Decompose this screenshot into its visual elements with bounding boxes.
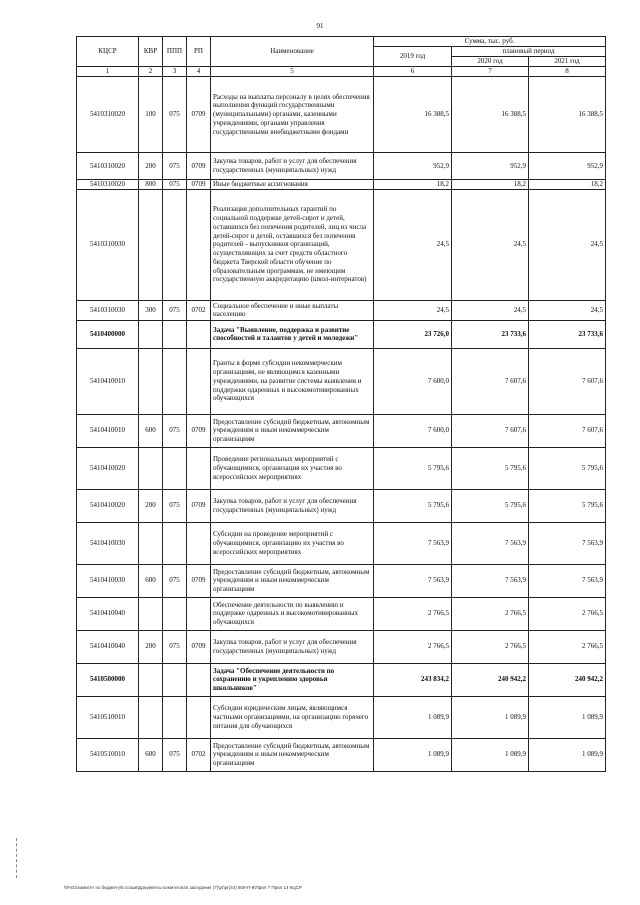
task-row [77,320,606,348]
ppp-cell: 075 [163,153,187,180]
kcsr-cell: 5410410010 [77,348,139,414]
kcsr-cell: 5410310030 [77,189,139,300]
kvr-cell [139,189,163,300]
amount-2020-cell: 24,5 [452,300,529,320]
column-number: 7 [452,67,529,77]
amount-2020-cell: 7 607,6 [452,348,529,414]
header-sum: Сумма, тыс. руб. [374,37,606,47]
kvr-cell: 200 [139,630,163,663]
rp-cell [187,348,211,414]
amount-2020-cell: 2 766,5 [452,597,529,630]
amount-2019-cell: 1 089,9 [374,738,452,771]
ppp-cell: 075 [163,300,187,320]
amount-2020-cell: 7 607,6 [452,414,529,447]
amount-2019-cell: 7 600,0 [374,414,452,447]
amount-2019-cell: 7 563,9 [374,522,452,564]
amount-2020-cell: 7 563,9 [452,522,529,564]
kcsr-cell: 5410410040 [77,630,139,663]
name-cell: Социальное обеспечение и иные выплаты населению [211,300,374,320]
name-cell: Предоставление субсидий бюджетным, автономным учреждениям и иным некоммерческим организациям [211,738,374,771]
name-cell: Закупка товаров, работ и услуг для обеспечения государственных (муниципальных) нужд [211,489,374,522]
header-ppp: ППП [163,37,187,67]
ppp-cell [163,447,187,489]
kvr-cell: 800 [139,180,163,190]
kcsr-cell: 5410400000 [77,320,139,348]
header-2021: 2021 год [529,57,606,67]
amount-2019-cell: 2 766,5 [374,597,452,630]
amount-2020-cell: 16 388,5 [452,77,529,153]
ppp-cell [163,348,187,414]
name-cell: Предоставление субсидий бюджетным, автономным учреждениям и иным некоммерческим организациям [211,564,374,597]
kvr-cell: 600 [139,414,163,447]
page-number: 91 [316,22,324,30]
column-number: 5 [211,67,374,77]
header-2019: 2019 год [374,47,452,67]
name-cell: Задача "Обеспечение деятельности по сохранению и укреплению здоровья школьников" [211,663,374,696]
kcsr-cell: 5410410020 [77,447,139,489]
amount-2020-cell: 5 795,6 [452,447,529,489]
kvr-cell: 200 [139,153,163,180]
header-name: Наименование [211,37,374,67]
amount-2019-cell: 5 795,6 [374,447,452,489]
amount-2019-cell: 24,5 [374,189,452,300]
ppp-cell: 075 [163,489,187,522]
header-plan-period: плановый период [452,47,606,57]
kvr-cell [139,522,163,564]
header-kvr: КВР [139,37,163,67]
ppp-cell: 075 [163,414,187,447]
column-number: 2 [139,67,163,77]
table-row [77,180,606,190]
amount-2019-cell: 18,2 [374,180,452,190]
amount-2021-cell: 240 942,2 [529,663,606,696]
kcsr-cell: 5410310020 [77,77,139,153]
kvr-cell: 100 [139,77,163,153]
amount-2020-cell: 1 089,9 [452,696,529,738]
amount-2021-cell: 7 607,6 [529,348,606,414]
table-row [77,564,606,597]
amount-2020-cell: 7 563,9 [452,564,529,597]
name-cell: Задача "Выявление, поддержка и развитие способностей и талантов у детей и молодежи" [211,320,374,348]
amount-2020-cell: 24,5 [452,189,529,300]
amount-2019-cell: 952,9 [374,153,452,180]
amount-2021-cell: 1 089,9 [529,738,606,771]
kvr-cell: 600 [139,564,163,597]
amount-2020-cell: 23 733,6 [452,320,529,348]
table-row [77,738,606,771]
rp-cell [187,522,211,564]
ppp-cell [163,320,187,348]
name-cell: Предоставление субсидий бюджетным, автономным учреждениям и иным некоммерческим организациям [211,414,374,447]
ppp-cell: 075 [163,180,187,190]
amount-2021-cell: 952,9 [529,153,606,180]
ppp-cell: 075 [163,738,187,771]
rp-cell [187,663,211,696]
margin-marks [16,838,19,878]
amount-2021-cell: 7 607,6 [529,414,606,447]
budget-table [76,36,606,772]
column-numbers-row [77,67,606,77]
kcsr-cell: 5410410020 [77,489,139,522]
table-row [77,522,606,564]
header-rp: РП [187,37,211,67]
table-row [77,414,606,447]
kcsr-cell: 5410410040 [77,597,139,630]
rp-cell: 0709 [187,564,211,597]
kcsr-cell: 5410410030 [77,522,139,564]
kcsr-cell: 5410410030 [77,564,139,597]
ppp-cell: 075 [163,77,187,153]
rp-cell [187,696,211,738]
amount-2020-cell: 18,2 [452,180,529,190]
amount-2021-cell: 7 563,9 [529,564,606,597]
rp-cell [187,320,211,348]
kcsr-cell: 5410500000 [77,663,139,696]
amount-2021-cell: 24,5 [529,189,606,300]
table-row [77,696,606,738]
amount-2021-cell: 18,2 [529,180,606,190]
name-cell: Закупка товаров, работ и услуг для обеспечения государственных (муниципальных) нужд [211,630,374,663]
amount-2020-cell: 5 795,6 [452,489,529,522]
table-row [77,597,606,630]
column-number: 3 [163,67,187,77]
kcsr-cell: 5410310020 [77,180,139,190]
kvr-cell: 300 [139,300,163,320]
amount-2019-cell: 5 795,6 [374,489,452,522]
name-cell: Расходы на выплаты персоналу в целях обеспечения выполнения функций государственными (муниципальными) органами, казенными учреждениями, органами управления государственными внебюджетными фондами [211,77,374,153]
table-row [77,189,606,300]
name-cell: Реализация дополнительных гарантий по социальной поддержке детей-сирот и детей, оставшихся без попечения родителей, лиц из числа детей-сирот и детей, оставшихся без попечения родителей - выпускников организаций, осуществляющих за счет средств областного бюджета Тверской области обучение по образовательным программам, не имеющим государственную аккредитацию (школ-интернатов) [211,189,374,300]
column-number: 6 [374,67,452,77]
table-row [77,447,606,489]
column-number: 8 [529,67,606,77]
column-number: 1 [77,67,139,77]
amount-2021-cell: 5 795,6 [529,447,606,489]
amount-2021-cell: 5 795,6 [529,489,606,522]
table-row [77,348,606,414]
kvr-cell [139,696,163,738]
kcsr-cell: 5410410010 [77,414,139,447]
kvr-cell [139,447,163,489]
kvr-cell [139,320,163,348]
ppp-cell: 075 [163,630,187,663]
task-row [77,663,606,696]
amount-2021-cell: 1 089,9 [529,696,606,738]
ppp-cell [163,663,187,696]
name-cell: Субсидии юридическим лицам, являющимся частными организациями, на организацию горячего питания для обучающихся [211,696,374,738]
rp-cell: 0709 [187,180,211,190]
name-cell: Проведение региональных мероприятий с обучающимися, организация их участия во всероссийских мероприятиях [211,447,374,489]
column-number: 4 [187,67,211,77]
amount-2021-cell: 2 766,5 [529,630,606,663]
amount-2020-cell: 952,9 [452,153,529,180]
kcsr-cell: 5410310020 [77,153,139,180]
amount-2021-cell: 2 766,5 [529,597,606,630]
kvr-cell [139,348,163,414]
rp-cell [187,447,211,489]
kvr-cell [139,663,163,696]
amount-2020-cell: 2 766,5 [452,630,529,663]
rp-cell: 0709 [187,489,211,522]
name-cell: Закупка товаров, работ и услуг для обеспечения государственных (муниципальных) нужд [211,153,374,180]
kvr-cell: 200 [139,489,163,522]
file-path-footer: \\Fs01\комитет по бюджету\6 созыв\Документы комитета\44 заседание (7)\pr\pr(44) 809-П-6\Прил 7 Прил 14 КЦСР [64,885,302,890]
rp-cell: 0709 [187,153,211,180]
amount-2019-cell: 7 600,0 [374,348,452,414]
table-row [77,300,606,320]
amount-2019-cell: 1 089,9 [374,696,452,738]
amount-2021-cell: 23 733,6 [529,320,606,348]
rp-cell: 0709 [187,414,211,447]
ppp-cell [163,522,187,564]
amount-2019-cell: 243 834,2 [374,663,452,696]
ppp-cell [163,597,187,630]
table-row [77,77,606,153]
kcsr-cell: 5410510010 [77,738,139,771]
rp-cell: 0702 [187,300,211,320]
kvr-cell: 600 [139,738,163,771]
amount-2020-cell: 1 089,9 [452,738,529,771]
rp-cell: 0709 [187,630,211,663]
name-cell: Гранты в форме субсидии некоммерческим организациям, не являющимся казенными учреждениями, на развитие системы выявления и поддержки одаренных и высокомотивированных обучающихся [211,348,374,414]
ppp-cell [163,696,187,738]
amount-2019-cell: 23 726,0 [374,320,452,348]
amount-2021-cell: 7 563,9 [529,522,606,564]
rp-cell [187,189,211,300]
ppp-cell: 075 [163,564,187,597]
kcsr-cell: 5410310030 [77,300,139,320]
table-row [77,489,606,522]
kvr-cell [139,597,163,630]
amount-2021-cell: 24,5 [529,300,606,320]
rp-cell [187,597,211,630]
name-cell: Иные бюджетные ассигнования [211,180,374,190]
amount-2020-cell: 240 942,2 [452,663,529,696]
ppp-cell [163,189,187,300]
amount-2019-cell: 16 388,5 [374,77,452,153]
amount-2019-cell: 24,5 [374,300,452,320]
name-cell: Субсидии на проведение мероприятий с обучающимися, организацию их участия во всероссийских мероприятиях [211,522,374,564]
name-cell: Обеспечение деятельности по выявлению и поддержке одаренных и высокомотивированных обучающихся [211,597,374,630]
amount-2019-cell: 7 563,9 [374,564,452,597]
table-row [77,153,606,180]
header-kcsr: КЦСР [77,37,139,67]
amount-2019-cell: 2 766,5 [374,630,452,663]
kcsr-cell: 5410510010 [77,696,139,738]
table-row [77,630,606,663]
rp-cell: 0702 [187,738,211,771]
amount-2021-cell: 16 388,5 [529,77,606,153]
header-2020: 2020 год [452,57,529,67]
rp-cell: 0709 [187,77,211,153]
